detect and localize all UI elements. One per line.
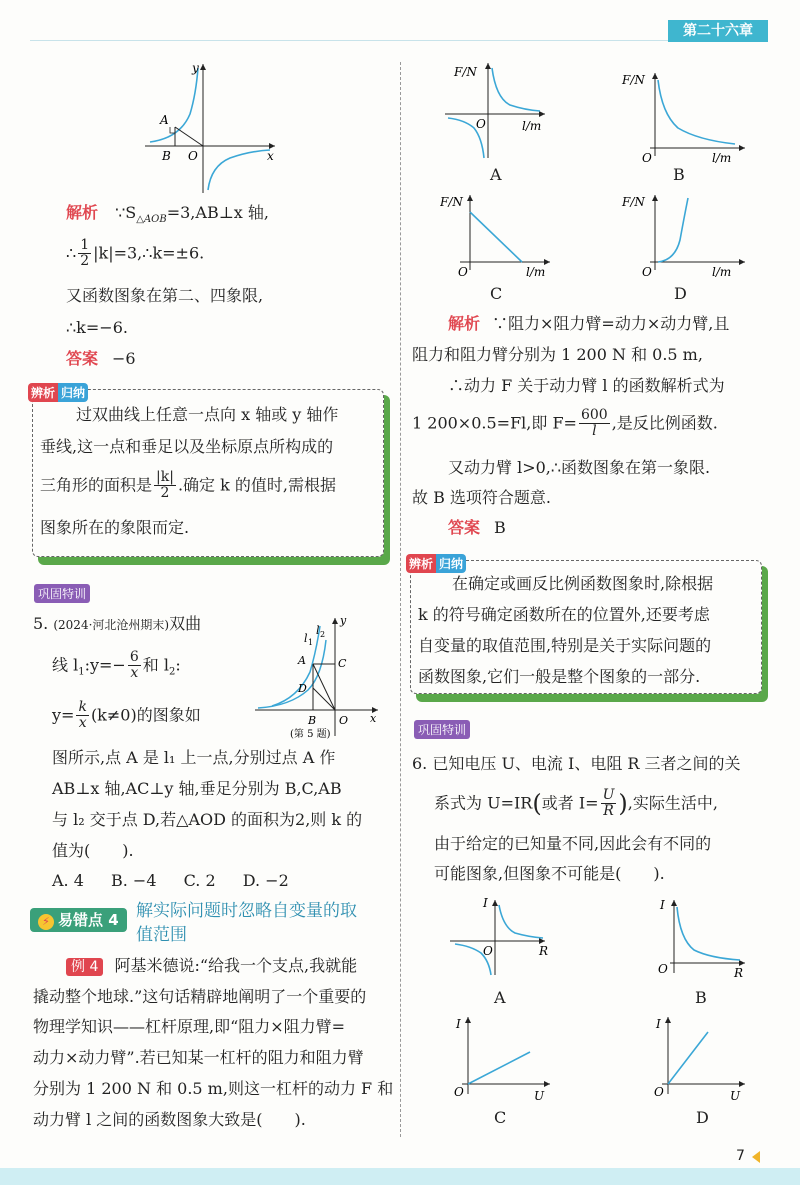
svg-text:O: O [458, 265, 468, 279]
q5-fig-l2: l [316, 624, 320, 637]
svg-text:R: R [734, 966, 744, 980]
chapter-tab: 第二十六章 [668, 20, 768, 42]
right-analysis-line6: 故 B 选项符合题意. [412, 488, 552, 507]
svg-text:l/m: l/m [712, 265, 732, 279]
fig-label-A: A [160, 113, 169, 127]
fig-label-B: B [162, 149, 171, 163]
left-analysis-line2: ∴ $\frac{1}{2}$ |k|=3,∴k=±6. [66, 237, 205, 270]
svg-text:A: A [298, 654, 306, 667]
svg-text:y: y [340, 614, 347, 627]
q5-option-d[interactable]: D. −2 [242, 871, 289, 890]
svg-text:O: O [654, 1085, 664, 1099]
svg-text:O: O [476, 117, 486, 131]
q6-line3: 由于给定的已知量不同,因此会有不同的 [434, 834, 712, 853]
svg-text:F/N: F/N [454, 65, 477, 79]
left-summary-l2: 垂线,这一点和垂足以及坐标原点所构成的 [40, 437, 334, 456]
svg-text:C: C [338, 657, 347, 670]
q6-graph-a [445, 895, 560, 980]
fig-label-x: x [267, 149, 274, 163]
left-summary-l1: 过双曲线上任意一点向 x 轴或 y 轴作 [76, 405, 339, 424]
left-analysis-line3: 又函数图象在第二、四象限, [66, 286, 264, 305]
example-line6: 动力臂 l 之间的函数图象大致是( ). [33, 1110, 306, 1129]
q5-option-b[interactable]: B. −4 [111, 871, 157, 890]
left-analysis-line4: ∴k=−6. [66, 318, 128, 337]
right-answer: 答案 B [448, 518, 506, 537]
svg-text:I: I [483, 896, 488, 910]
svg-text:U: U [730, 1089, 741, 1102]
graph-c [440, 190, 560, 280]
right-analysis-line4: 1 200×0.5=Fl,即 F= $\frac{600}{l}$ ,是反比例函数. [412, 407, 718, 440]
example-label: 例 4 [66, 958, 103, 976]
graph-c-caption[interactable]: C [490, 284, 503, 303]
right-summary-l3: 自变量的取值范围,特别是关于实际问题的 [418, 636, 712, 655]
q6-graph-a-caption[interactable]: A [494, 988, 506, 1007]
column-divider [400, 62, 401, 1137]
q5-line3: y= $\frac{k}{x}$ (k≠0)的图象如 [52, 699, 201, 732]
right-analysis-line3: ∴动力 F 关于动力臂 l 的函数解析式为 [448, 376, 725, 395]
svg-text:(第 5 题): (第 5 题) [290, 729, 331, 740]
svg-text:I: I [660, 898, 665, 912]
svg-text:B: B [308, 714, 317, 727]
right-summary-l4: 函数图象,它们一般是整个图象的一部分. [418, 667, 701, 686]
q6-graph-d-caption[interactable]: D [696, 1108, 709, 1127]
svg-text:I: I [656, 1017, 661, 1031]
svg-text:2: 2 [320, 630, 326, 639]
left-summary-tag: 辨析 归纳 [28, 383, 88, 402]
left-answer: 答案 −6 [66, 349, 136, 368]
right-summary-l1: 在确定或画反比例函数图象时,除根据 [452, 574, 714, 593]
svg-text:F/N: F/N [440, 195, 463, 209]
graph-d-caption[interactable]: D [674, 284, 687, 303]
svg-text:I: I [456, 1017, 461, 1031]
left-summary-l3: 三角形的面积是 $\frac{|k|}{2}$ .确定 k 的值时,需根据 [40, 469, 336, 502]
analysis-label: 解析 [66, 203, 99, 222]
graph-d [620, 190, 750, 280]
example-line2: 撬动整个地球.”这句话精辟地阐明了一个重要的 [33, 987, 367, 1006]
q5-line2: 线 $l_1:y=-$ $\frac{6}{x}$ 和 $l_2$: [52, 649, 181, 682]
pitfall-title-l1: 解实际问题时忽略自变量的取 [136, 901, 357, 921]
example-line4: 动力×动力臂”.若已知某一杠杆的阻力和阻力臂 [33, 1048, 364, 1067]
svg-text:l/m: l/m [526, 265, 546, 279]
svg-text:O: O [642, 265, 652, 279]
svg-text:1: 1 [308, 638, 314, 647]
right-summary-tag: 辨析 归纳 [406, 554, 466, 573]
q6-line1: 6. 已知电压 U、电流 I、电阻 R 三者之间的关 [412, 754, 741, 773]
fig-label-O: O [188, 149, 198, 163]
svg-text:l/m: l/m [522, 119, 542, 133]
left-analysis-line1: 解析 $\because S_{\triangle AOB}=3,AB\perp x$ 轴, [66, 203, 269, 226]
graph-b [620, 68, 750, 168]
q6-graph-c-caption[interactable]: C [494, 1108, 507, 1127]
q6-graph-c [450, 1012, 555, 1102]
footer-band [0, 1168, 800, 1185]
example-line1: 例 4 阿基米德说:“给我一个支点,我就能 [66, 956, 357, 976]
q5-line6: 与 l₂ 交于点 D,若△AOD 的面积为2,则 k 的 [52, 810, 363, 829]
q5-options [52, 871, 289, 890]
svg-text:O: O [339, 714, 349, 727]
svg-text:U: U [534, 1089, 545, 1102]
q5-line1: 5. (2024·河北沧州期末)双曲 [33, 614, 202, 633]
pitfall-title-l2: 值范围 [136, 925, 187, 945]
q6-graph-b-caption[interactable]: B [695, 988, 707, 1007]
pitfall-badge: ⚡ 易错点 4 [30, 908, 127, 932]
graph-b-caption[interactable]: B [673, 165, 685, 184]
q5-figure [250, 612, 385, 742]
svg-text:O: O [658, 962, 668, 976]
right-analysis-line2: 阻力和阻力臂分别为 1 200 N 和 0.5 m, [412, 345, 703, 364]
q6-line2: 系式为 U=IR(或者 I= $\frac{U}{R}$ ),实际生活中, [434, 787, 718, 820]
example-line5: 分别为 1 200 N 和 0.5 m,则这一杠杆的动力 F 和 [33, 1079, 394, 1098]
left-practice-chip: 巩固特训 [34, 584, 90, 603]
right-analysis-line1: 解析 ∵阻力×阻力臂=动力×动力臂,且 [448, 314, 730, 333]
q6-graph-d [650, 1012, 750, 1102]
q5-option-a[interactable]: A. 4 [52, 871, 84, 890]
svg-text:O: O [483, 944, 493, 958]
hyperbola-figure [140, 58, 285, 198]
example-line3: 物理学知识——杠杆原理,即“阻力×阻力臂= [33, 1017, 346, 1036]
q5-fig-l1: l [304, 632, 308, 645]
q5-line5: AB⊥x 轴,AC⊥y 轴,垂足分别为 B,C,AB [52, 779, 342, 798]
q5-line4: 图所示,点 A 是 l₁ 上一点,分别过点 A 作 [52, 748, 336, 767]
svg-text:F/N: F/N [622, 195, 645, 209]
q5-option-c[interactable]: C. 2 [183, 871, 216, 890]
svg-text:F/N: F/N [622, 73, 645, 87]
svg-text:O: O [454, 1085, 464, 1099]
q6-graph-b [650, 895, 750, 980]
left-summary-l4: 图象所在的象限而定. [40, 518, 190, 537]
fig-label-y: y [192, 61, 199, 75]
right-summary-l2: k 的符号确定函数所在的位置外,还要考虑 [418, 605, 710, 624]
svg-text:x: x [370, 712, 377, 725]
svg-text:D: D [298, 682, 307, 695]
right-practice-chip: 巩固特训 [414, 720, 470, 739]
right-analysis-line5: 又动力臂 l>0,∴函数图象在第一象限. [448, 458, 711, 477]
svg-text:l/m: l/m [712, 151, 732, 165]
header-rule [30, 40, 670, 41]
graph-a [440, 58, 560, 168]
svg-text:R: R [539, 944, 549, 958]
graph-a-caption[interactable]: A [490, 165, 502, 184]
svg-text:O: O [642, 151, 652, 165]
lightning-icon: ⚡ [38, 914, 54, 930]
q6-line4: 可能图象,但图象不可能是( ). [434, 864, 665, 883]
q5-line7: 值为( ). [52, 841, 134, 860]
page-number: 7 [736, 1148, 745, 1164]
page-arrow-icon [752, 1151, 760, 1163]
